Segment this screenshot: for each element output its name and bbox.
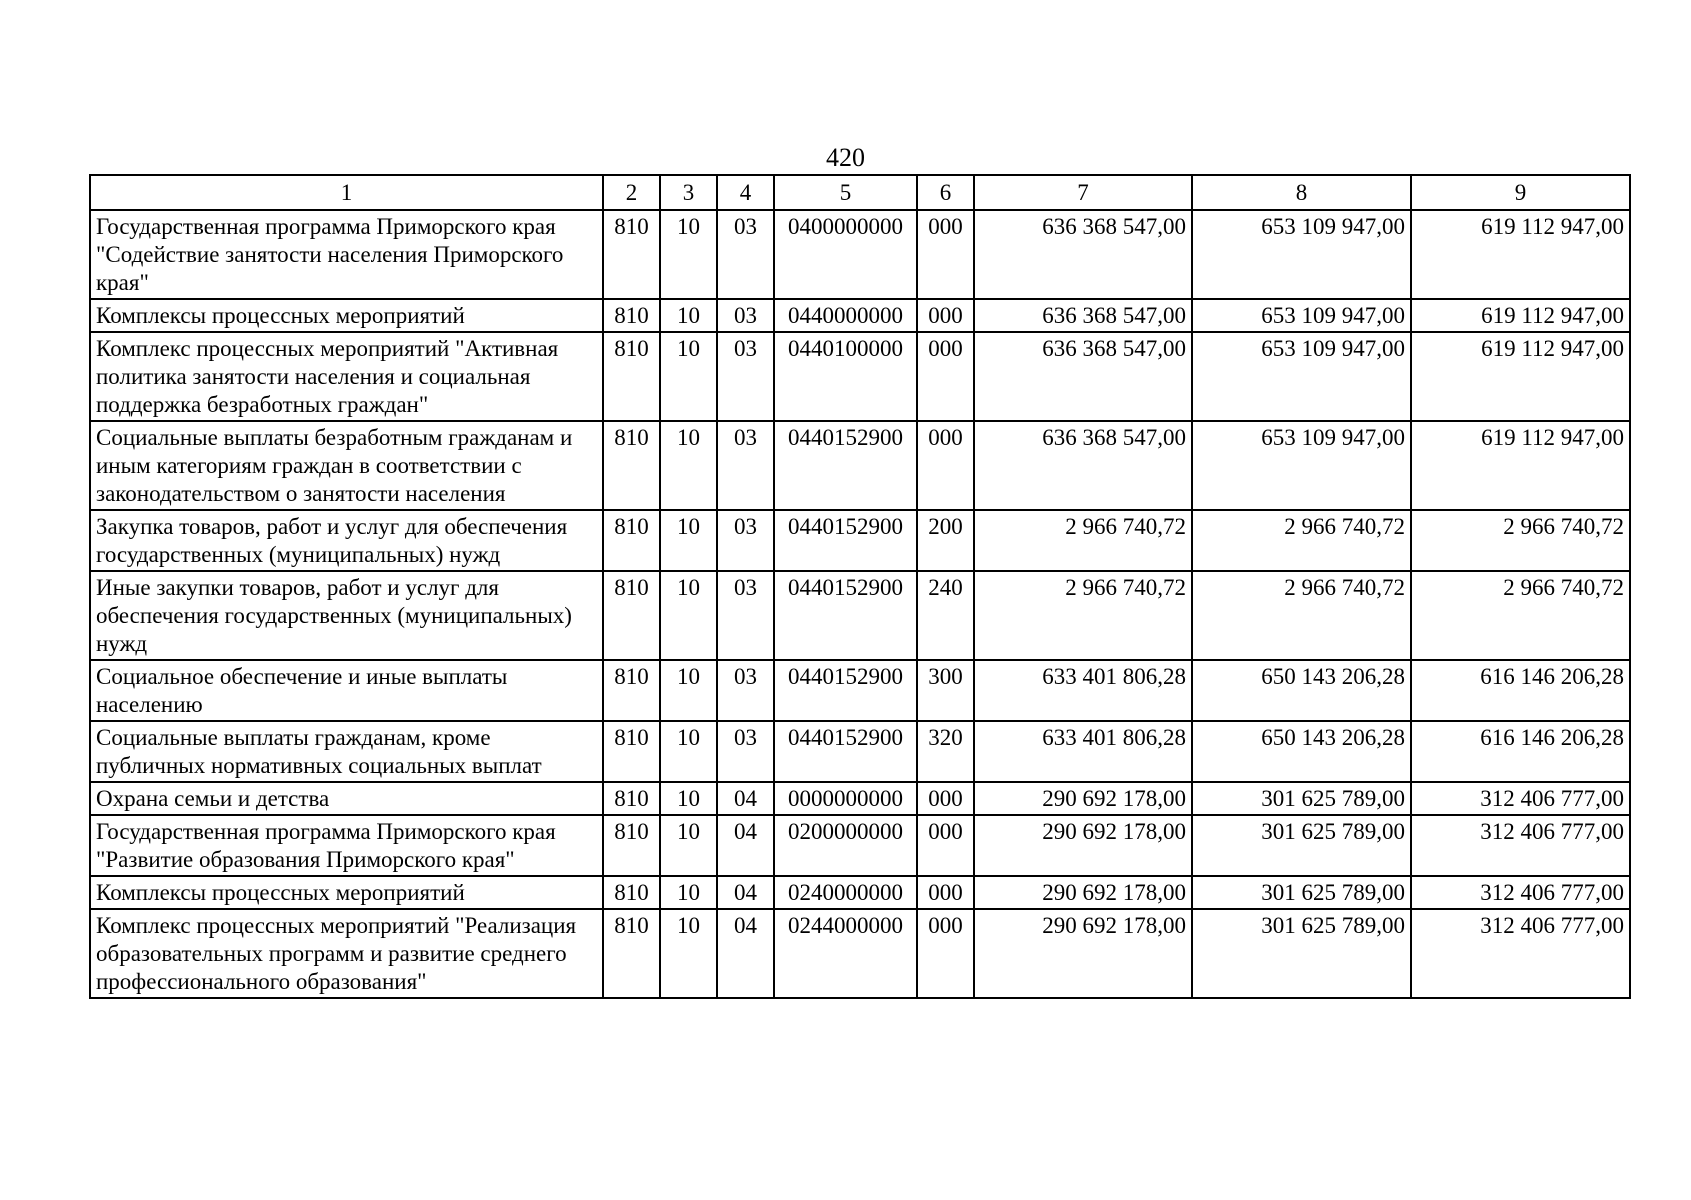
table-row [90, 299, 1630, 332]
row-code-5: 0440152900 [774, 571, 917, 660]
table-row [90, 660, 1630, 721]
row-code-3: 10 [660, 210, 717, 299]
row-code-6: 000 [917, 332, 974, 421]
row-name: Социальное обеспечение и иные выплаты населению [90, 660, 603, 721]
row-name: Охрана семьи и детства [90, 782, 603, 815]
table-row [90, 571, 1630, 660]
row-code-3: 10 [660, 332, 717, 421]
row-code-4: 03 [717, 210, 774, 299]
row-name: Комплексы процессных мероприятий [90, 299, 603, 332]
row-name: Социальные выплаты гражданам, кроме публичных нормативных социальных выплат [90, 721, 603, 782]
row-code-6: 000 [917, 815, 974, 876]
row-amount-9: 616 146 206,28 [1411, 660, 1630, 721]
row-code-2: 810 [603, 660, 660, 721]
row-code-3: 10 [660, 721, 717, 782]
row-code-5: 0440152900 [774, 721, 917, 782]
row-amount-7: 290 692 178,00 [974, 909, 1192, 998]
row-code-2: 810 [603, 210, 660, 299]
row-code-5: 0440152900 [774, 660, 917, 721]
row-name: Комплекс процессных мероприятий "Реализация образовательных программ и развитие среднего профессионального образования" [90, 909, 603, 998]
row-amount-9: 619 112 947,00 [1411, 210, 1630, 299]
row-code-2: 810 [603, 510, 660, 571]
row-name: Государственная программа Приморского края "Содействие занятости населения Приморского края" [90, 210, 603, 299]
header-cell-2: 2 [603, 175, 660, 210]
row-code-5: 0440000000 [774, 299, 917, 332]
row-code-4: 04 [717, 815, 774, 876]
table-row [90, 815, 1630, 876]
row-code-2: 810 [603, 721, 660, 782]
row-code-3: 10 [660, 571, 717, 660]
row-code-6: 000 [917, 909, 974, 998]
row-code-2: 810 [603, 299, 660, 332]
row-amount-7: 636 368 547,00 [974, 421, 1192, 510]
row-amount-9: 2 966 740,72 [1411, 571, 1630, 660]
row-name: Социальные выплаты безработным гражданам и иным категориям граждан в соответствии с законодательством о занятости населения [90, 421, 603, 510]
row-amount-9: 312 406 777,00 [1411, 782, 1630, 815]
row-code-4: 03 [717, 421, 774, 510]
row-code-6: 000 [917, 299, 974, 332]
row-code-6: 000 [917, 421, 974, 510]
row-amount-8: 653 109 947,00 [1192, 210, 1411, 299]
row-code-3: 10 [660, 510, 717, 571]
row-amount-9: 616 146 206,28 [1411, 721, 1630, 782]
row-amount-8: 2 966 740,72 [1192, 571, 1411, 660]
row-code-5: 0244000000 [774, 909, 917, 998]
row-amount-8: 301 625 789,00 [1192, 909, 1411, 998]
row-code-6: 000 [917, 876, 974, 909]
row-amount-9: 619 112 947,00 [1411, 332, 1630, 421]
row-amount-7: 290 692 178,00 [974, 876, 1192, 909]
row-code-4: 04 [717, 876, 774, 909]
header-cell-9: 9 [1411, 175, 1630, 210]
row-amount-9: 619 112 947,00 [1411, 299, 1630, 332]
row-code-4: 04 [717, 909, 774, 998]
table-row [90, 332, 1630, 421]
row-amount-9: 312 406 777,00 [1411, 876, 1630, 909]
row-code-6: 200 [917, 510, 974, 571]
row-code-3: 10 [660, 782, 717, 815]
row-code-2: 810 [603, 782, 660, 815]
header-cell-3: 3 [660, 175, 717, 210]
row-name: Комплексы процессных мероприятий [90, 876, 603, 909]
row-amount-8: 301 625 789,00 [1192, 876, 1411, 909]
row-amount-8: 2 966 740,72 [1192, 510, 1411, 571]
page-number: 420 [826, 143, 865, 172]
row-code-2: 810 [603, 332, 660, 421]
row-amount-8: 650 143 206,28 [1192, 660, 1411, 721]
row-code-3: 10 [660, 815, 717, 876]
row-amount-7: 2 966 740,72 [974, 510, 1192, 571]
row-amount-9: 312 406 777,00 [1411, 815, 1630, 876]
row-name: Закупка товаров, работ и услуг для обеспечения государственных (муниципальных) нужд [90, 510, 603, 571]
row-amount-9: 312 406 777,00 [1411, 909, 1630, 998]
header-cell-1: 1 [90, 175, 603, 210]
row-code-5: 0440152900 [774, 510, 917, 571]
row-code-2: 810 [603, 571, 660, 660]
row-amount-8: 653 109 947,00 [1192, 332, 1411, 421]
row-code-3: 10 [660, 299, 717, 332]
row-amount-8: 653 109 947,00 [1192, 421, 1411, 510]
table-row [90, 510, 1630, 571]
row-code-4: 03 [717, 721, 774, 782]
row-amount-7: 290 692 178,00 [974, 815, 1192, 876]
row-amount-7: 636 368 547,00 [974, 332, 1192, 421]
row-name: Комплекс процессных мероприятий "Активная политика занятости населения и социальная поддержка безработных граждан" [90, 332, 603, 421]
row-name: Государственная программа Приморского края "Развитие образования Приморского края" [90, 815, 603, 876]
table-row [90, 876, 1630, 909]
row-code-4: 04 [717, 782, 774, 815]
table-row [90, 721, 1630, 782]
row-amount-8: 650 143 206,28 [1192, 721, 1411, 782]
row-amount-8: 301 625 789,00 [1192, 815, 1411, 876]
row-code-6: 300 [917, 660, 974, 721]
header-cell-8: 8 [1192, 175, 1411, 210]
table-row [90, 909, 1630, 998]
row-amount-9: 2 966 740,72 [1411, 510, 1630, 571]
row-code-3: 10 [660, 876, 717, 909]
header-cell-7: 7 [974, 175, 1192, 210]
row-code-3: 10 [660, 909, 717, 998]
row-code-2: 810 [603, 909, 660, 998]
row-code-4: 03 [717, 571, 774, 660]
row-code-5: 0200000000 [774, 815, 917, 876]
row-name: Иные закупки товаров, работ и услуг для обеспечения государственных (муниципальных) нужд [90, 571, 603, 660]
row-amount-9: 619 112 947,00 [1411, 421, 1630, 510]
header-cell-6: 6 [917, 175, 974, 210]
table-row [90, 421, 1630, 510]
row-code-3: 10 [660, 660, 717, 721]
row-code-2: 810 [603, 421, 660, 510]
row-code-6: 240 [917, 571, 974, 660]
row-code-2: 810 [603, 876, 660, 909]
table-row [90, 210, 1630, 299]
row-amount-7: 2 966 740,72 [974, 571, 1192, 660]
row-code-4: 03 [717, 510, 774, 571]
row-code-3: 10 [660, 421, 717, 510]
row-code-4: 03 [717, 332, 774, 421]
row-code-6: 320 [917, 721, 974, 782]
row-amount-7: 636 368 547,00 [974, 299, 1192, 332]
row-code-5: 0240000000 [774, 876, 917, 909]
header-row [90, 175, 1630, 210]
row-code-5: 0440152900 [774, 421, 917, 510]
row-code-6: 000 [917, 210, 974, 299]
row-amount-8: 653 109 947,00 [1192, 299, 1411, 332]
row-amount-7: 633 401 806,28 [974, 660, 1192, 721]
row-amount-7: 636 368 547,00 [974, 210, 1192, 299]
header-cell-5: 5 [774, 175, 917, 210]
budget-table [89, 174, 1631, 999]
row-code-5: 0000000000 [774, 782, 917, 815]
row-code-5: 0440100000 [774, 332, 917, 421]
row-code-4: 03 [717, 660, 774, 721]
row-amount-7: 633 401 806,28 [974, 721, 1192, 782]
row-code-5: 0400000000 [774, 210, 917, 299]
row-code-6: 000 [917, 782, 974, 815]
row-amount-8: 301 625 789,00 [1192, 782, 1411, 815]
row-amount-7: 290 692 178,00 [974, 782, 1192, 815]
row-code-4: 03 [717, 299, 774, 332]
header-cell-4: 4 [717, 175, 774, 210]
row-code-2: 810 [603, 815, 660, 876]
table-row [90, 782, 1630, 815]
